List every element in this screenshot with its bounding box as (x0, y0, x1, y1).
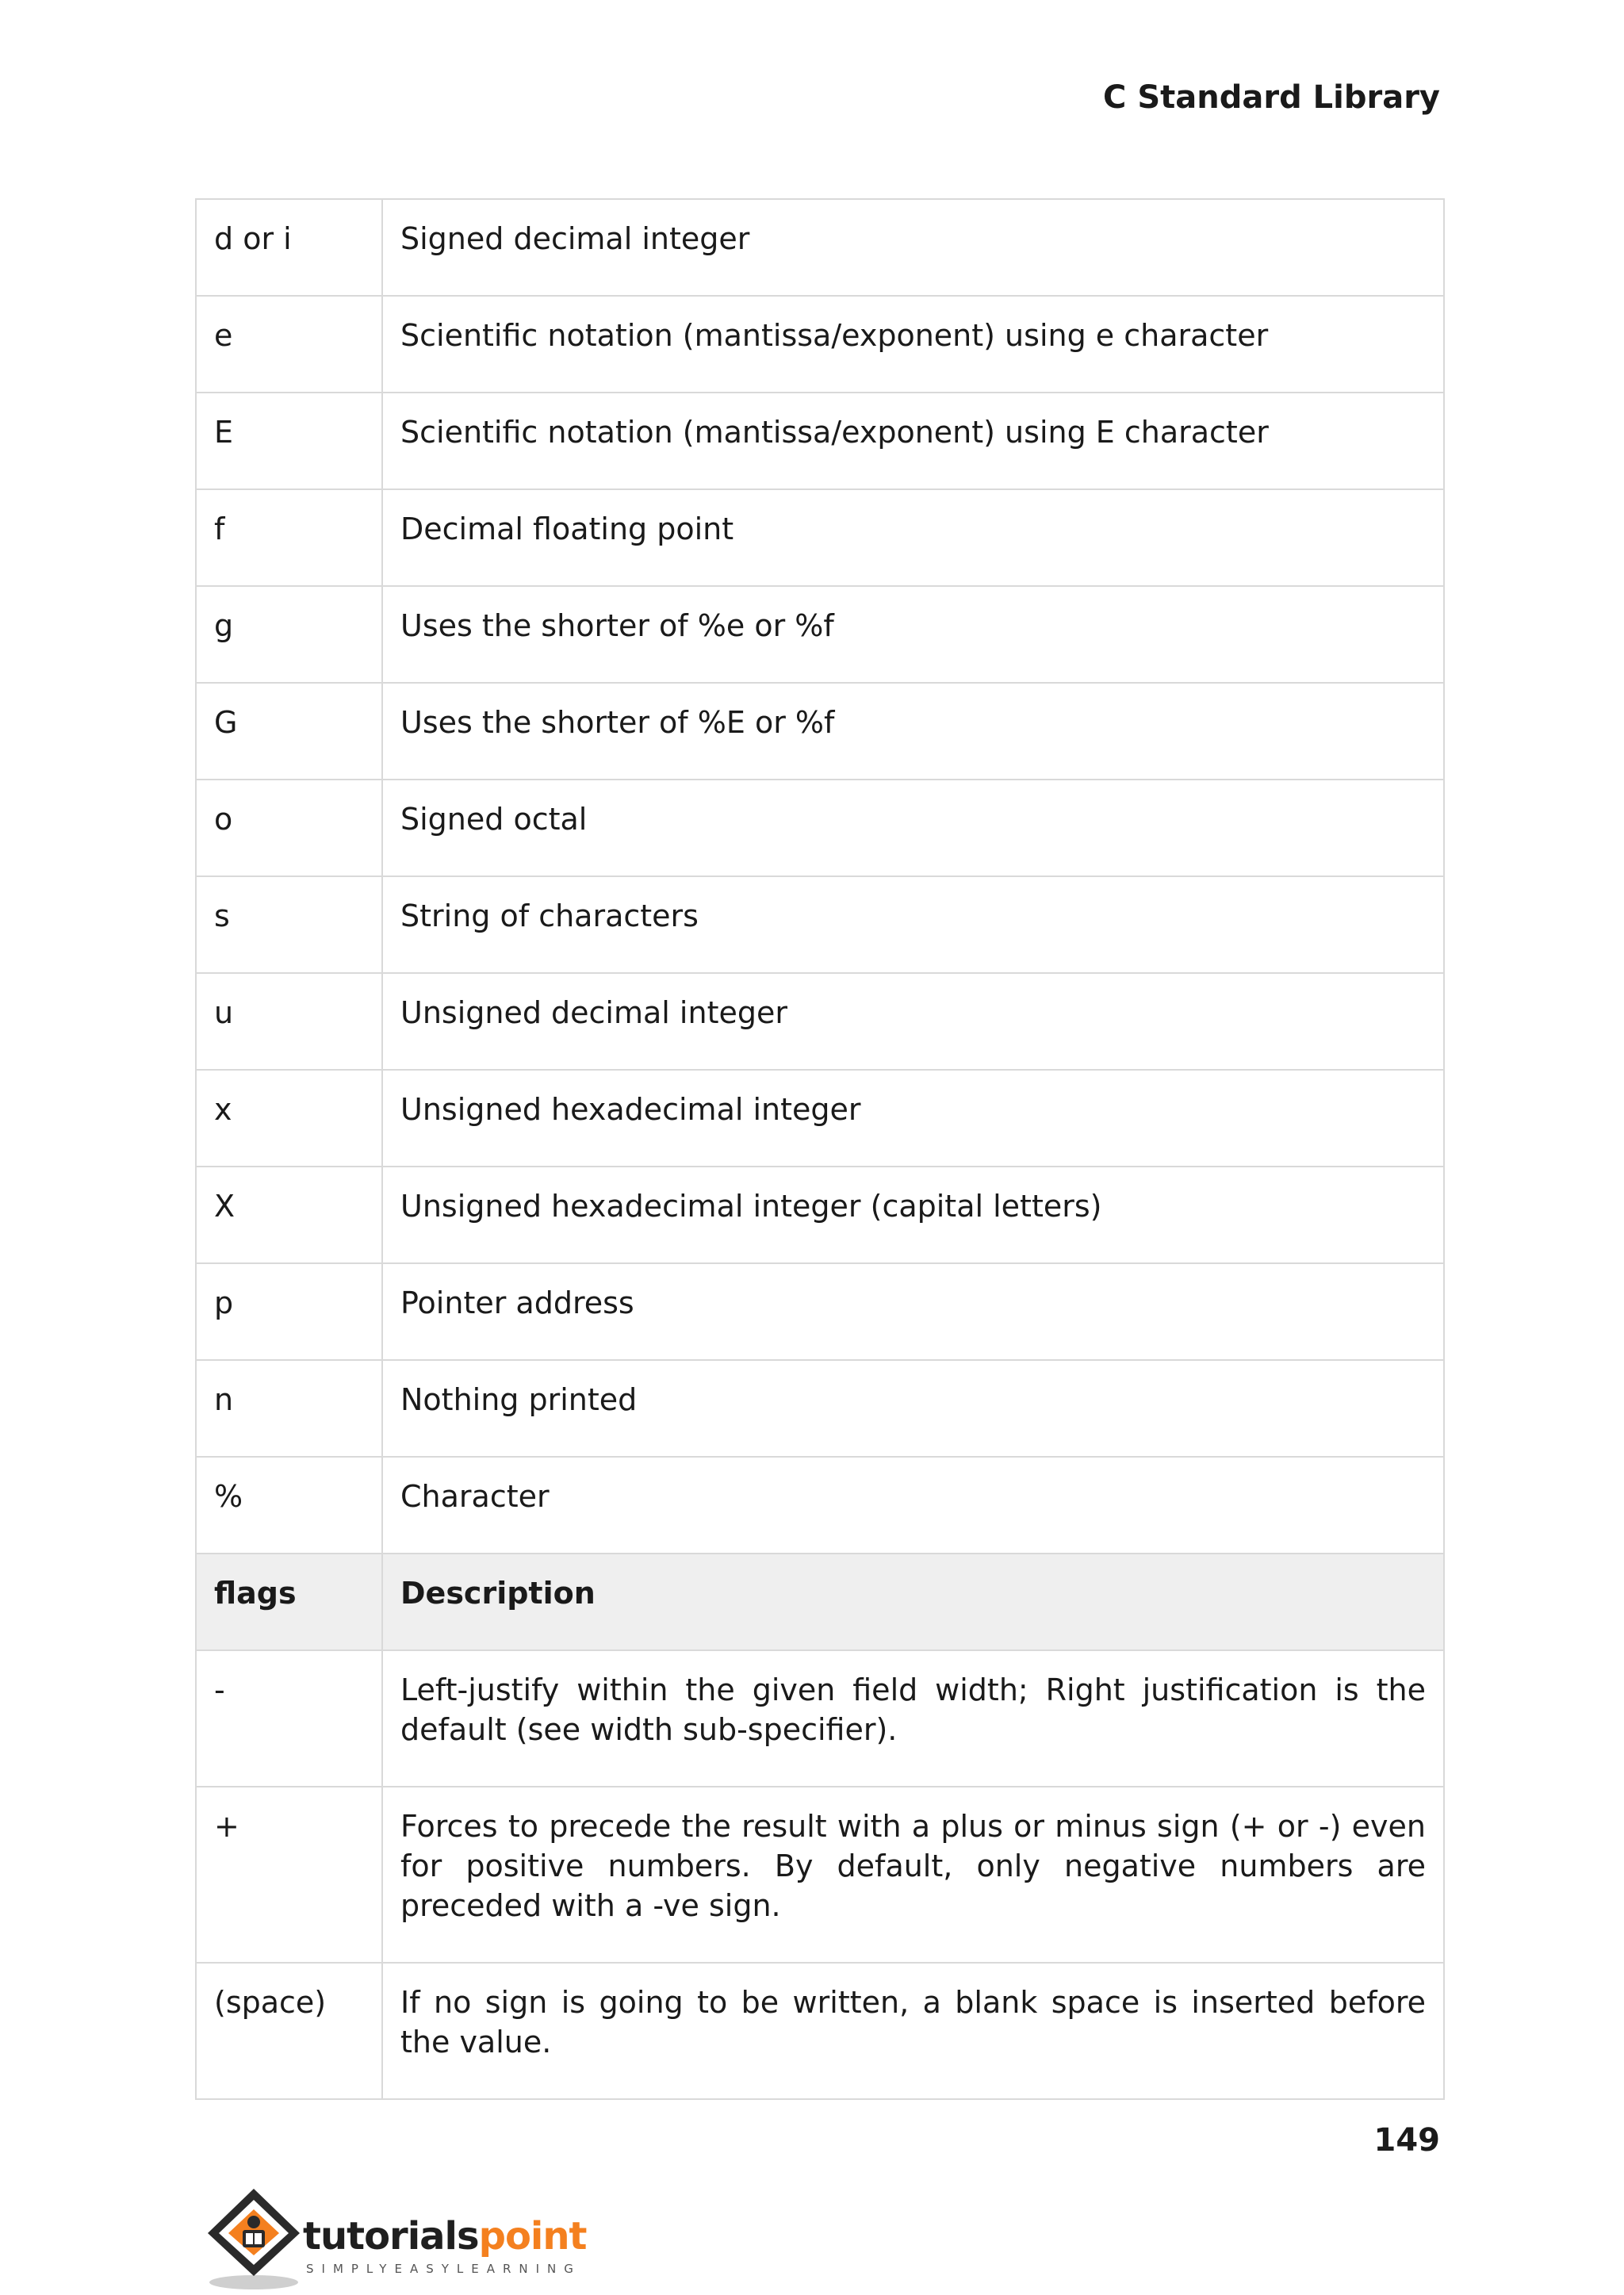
table-row (196, 1070, 1444, 1167)
description-cell: Pointer address (382, 1263, 1444, 1360)
logo-word-tutorials: tutorials (303, 2214, 479, 2259)
specifier-cell: E (196, 393, 382, 489)
specifier-cell: n (196, 1360, 382, 1457)
specifier-cell: x (196, 1070, 382, 1167)
description-cell: Decimal floating point (382, 489, 1444, 586)
description-cell: Character (382, 1457, 1444, 1554)
description-cell: Scientific notation (mantissa/exponent) using e character (382, 296, 1444, 393)
specifier-cell: f (196, 489, 382, 586)
description-cell: Unsigned hexadecimal integer (capital letters) (382, 1167, 1444, 1263)
table-row (196, 199, 1444, 296)
tutorialspoint-logo-icon (198, 2182, 309, 2293)
flag-cell: + (196, 1787, 382, 1963)
flag-cell: (space) (196, 1963, 382, 2099)
table-row (196, 780, 1444, 876)
description-cell: Signed octal (382, 780, 1444, 876)
description-cell: Signed decimal integer (382, 199, 1444, 296)
flag-description-cell: If no sign is going to be written, a blank space is inserted before the value. (382, 1963, 1444, 2099)
tutorialspoint-logo (198, 2182, 587, 2293)
table-row (196, 1963, 1444, 2099)
table-row (196, 1167, 1444, 1263)
description-cell: Scientific notation (mantissa/exponent) using E character (382, 393, 1444, 489)
description-column-header: Description (382, 1554, 1444, 1650)
flag-description-cell: Left-justify within the given field width; Right justification is the default (see width sub-specifier). (382, 1650, 1444, 1787)
description-cell: Uses the shorter of %e or %f (382, 586, 1444, 683)
table-row (196, 296, 1444, 393)
description-cell: Unsigned hexadecimal integer (382, 1070, 1444, 1167)
flags-header-row (196, 1554, 1444, 1650)
logo-word-point: point (478, 2214, 587, 2259)
specifier-cell: s (196, 876, 382, 973)
specifier-cell: X (196, 1167, 382, 1263)
page-number: 149 (1373, 2122, 1440, 2159)
logo-tagline: SIMPLYEASYLEARNING (306, 2262, 581, 2276)
specifier-cell: d or i (196, 199, 382, 296)
specifier-cell: o (196, 780, 382, 876)
specifier-cell: p (196, 1263, 382, 1360)
specifier-cell: g (196, 586, 382, 683)
flags-column-header: flags (196, 1554, 382, 1650)
specifier-table (195, 198, 1445, 2100)
flag-cell: - (196, 1650, 382, 1787)
description-cell: Unsigned decimal integer (382, 973, 1444, 1070)
specifier-cell: % (196, 1457, 382, 1554)
table-row (196, 393, 1444, 489)
logo-wordmark (303, 2214, 586, 2259)
table-row (196, 683, 1444, 780)
table-row (196, 1650, 1444, 1787)
table-row (196, 1457, 1444, 1554)
description-cell: Uses the shorter of %E or %f (382, 683, 1444, 780)
table-row (196, 876, 1444, 973)
table-row (196, 1360, 1444, 1457)
table-row (196, 586, 1444, 683)
flag-description-cell: Forces to precede the result with a plus or minus sign (+ or -) even for positive numbers. By default, only negative numbers are preceded with a -ve sign. (382, 1787, 1444, 1963)
page-header-title: C Standard Library (1103, 79, 1440, 116)
table-row (196, 1263, 1444, 1360)
table-row (196, 973, 1444, 1070)
table-row (196, 489, 1444, 586)
table-row (196, 1787, 1444, 1963)
description-cell: Nothing printed (382, 1360, 1444, 1457)
specifier-cell: u (196, 973, 382, 1070)
specifier-cell: e (196, 296, 382, 393)
description-cell: String of characters (382, 876, 1444, 973)
specifier-cell: G (196, 683, 382, 780)
